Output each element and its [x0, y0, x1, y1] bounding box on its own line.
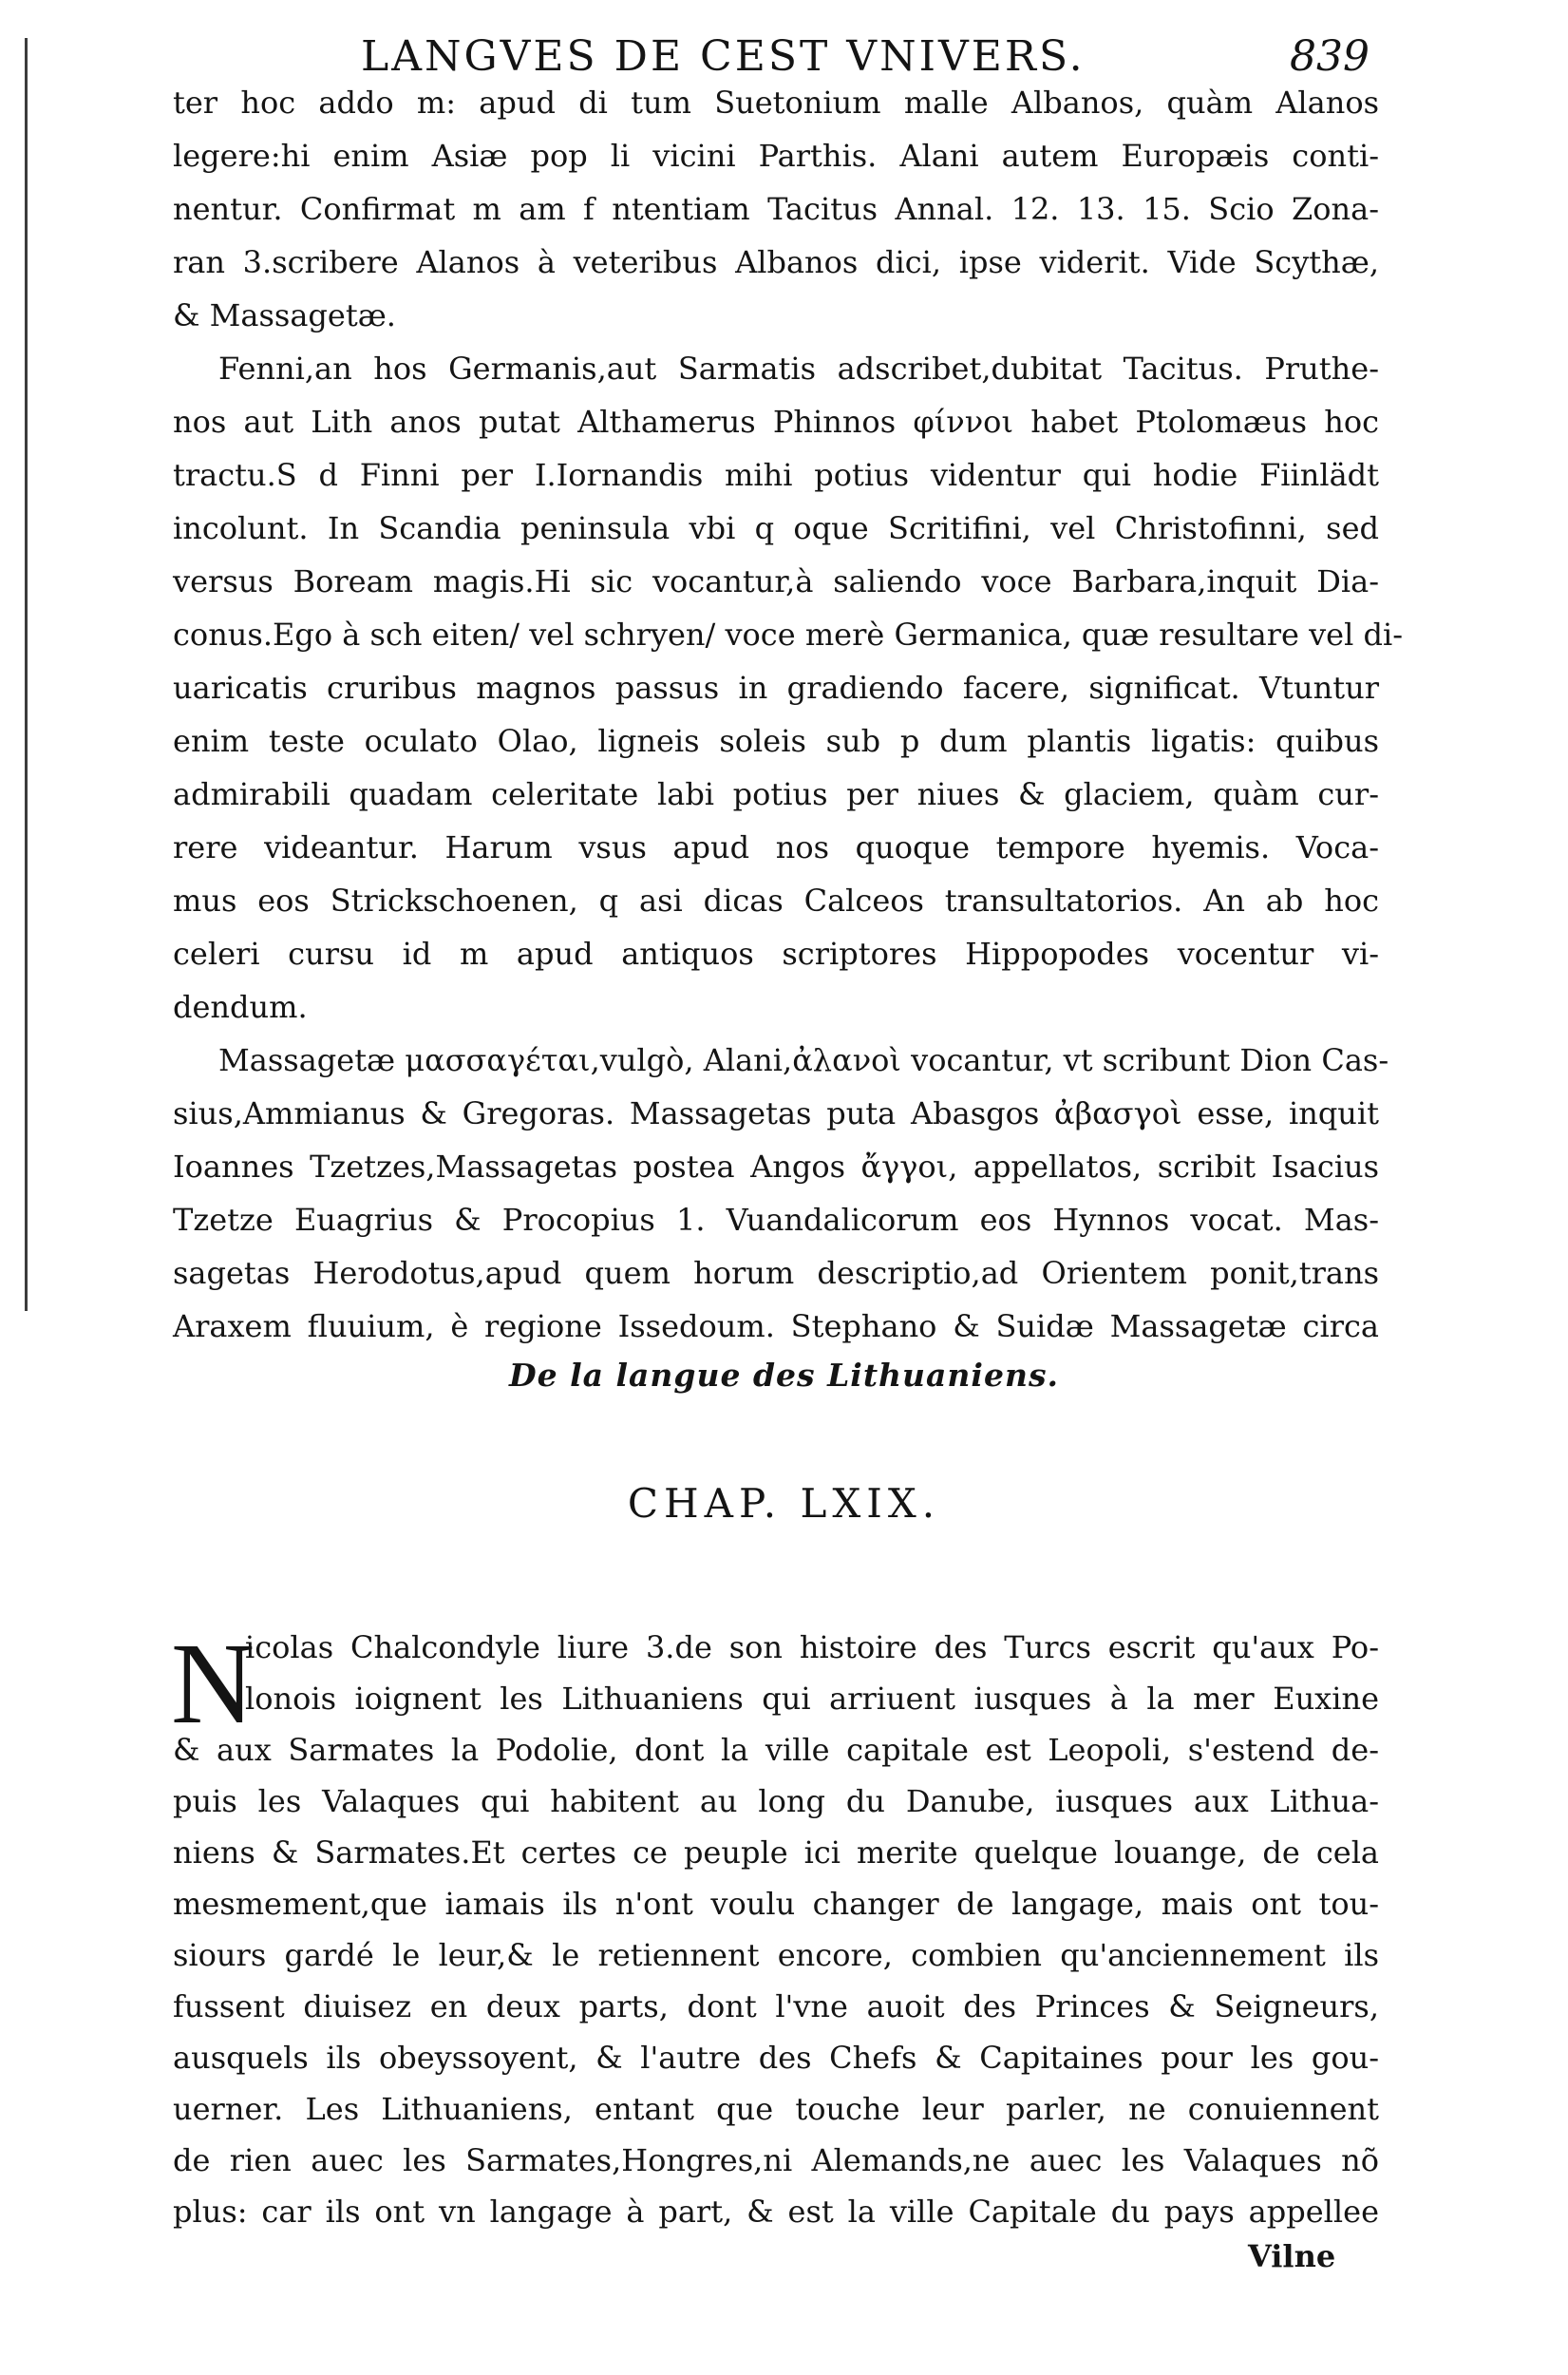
text-line: nentur. Confirmat m am f ntentiam Tacitus Annal. 12. 13. 15. Scio Zona- [173, 191, 1379, 227]
text-line: & aux Sarmates la Podolie, dont la ville capitale est Leopoli, s'estend de- [173, 1732, 1379, 1768]
text-line: fussent diuisez en deux parts, dont l'vne auoit des Princes & Seigneurs, [173, 1988, 1379, 2024]
text-line: siours gardé le leur,& le retiennent encore, combien qu'anciennement ils [173, 1937, 1379, 1973]
text-line: ran 3.scribere Alanos à veteribus Albanos dici, ipse viderit. Vide Scythæ, [173, 244, 1379, 280]
text-line: mus eos Strickschoenen, q asi dicas Calceos transultatorios. An ab hoc [173, 883, 1379, 919]
text-line: Fenni,an hos Germanis,aut Sarmatis adscribet,dubitat Tacitus. Pruthe- [218, 351, 1379, 387]
text-line: Araxem fluuium, è regione Issedoum. Stephano & Suidæ Massagetæ circa [173, 1308, 1379, 1344]
text-line: Massagetæ μασσαγέται,vulgò, Alani,ἀλανοὶ vocantur, vt scribunt Dion Cas- [218, 1042, 1389, 1078]
chapter-heading: CHAP. LXIX. [627, 1480, 941, 1527]
text-line: & Massagetæ. [173, 297, 396, 333]
text-line: lonois ioignent les Lithuaniens qui arriuent iusques à la mer Euxine [245, 1681, 1379, 1717]
text-line: ter hoc addo m: apud di tum Suetonium malle Albanos, quàm Alanos [173, 85, 1379, 121]
text-line: sius,Ammianus & Gregoras. Massagetas puta Abasgos ἀβασγοὶ esse, inquit [173, 1095, 1379, 1131]
text-line: puis les Valaques qui habitent au long du Danube, iusques aux Lithua- [173, 1783, 1379, 1819]
text-line: enim teste oculato Olao, ligneis soleis sub p dum plantis ligatis: quibus [173, 723, 1379, 759]
page-number: 839 [1290, 32, 1370, 81]
text-line: icolas Chalcondyle liure 3.de son histoire des Turcs escrit qu'aux Po- [245, 1629, 1379, 1665]
text-line: Ioannes Tzetzes,Massagetas postea Angos ἄγγοι, appellatos, scribit Isacius [173, 1149, 1379, 1185]
text-line: dendum. [173, 989, 308, 1025]
page-edge-rule [25, 38, 28, 1311]
text-line: nos aut Lith anos putat Althamerus Phinnos φίννοι habet Ptolomæus hoc [173, 404, 1379, 440]
text-line: uaricatis cruribus magnos passus in gradiendo facere, significat. Vtuntur [173, 670, 1379, 706]
text-line: rere videantur. Harum vsus apud nos quoque tempore hyemis. Voca- [173, 829, 1379, 865]
text-line: plus: car ils ont vn langage à part, & est la ville Capitale du pays appellee [173, 2194, 1379, 2230]
text-line: legere:hi enim Asiæ pop li vicini Parthis. Alani autem Europæis conti- [173, 138, 1379, 174]
text-line: ausquels ils obeyssoyent, & l'autre des Chefs & Capitaines pour les gou- [173, 2040, 1379, 2076]
text-line: niens & Sarmates.Et certes ce peuple ici merite quelque louange, de cela [173, 1834, 1379, 1871]
text-line: tractu.S d Finni per I.Iornandis mihi potius videntur qui hodie Fiinlädt [173, 457, 1379, 493]
text-line: Tzetze Euagrius & Procopius 1. Vuandalicorum eos Hynnos vocat. Mas- [173, 1202, 1379, 1238]
running-header [361, 28, 1368, 86]
text-line: celeri cursu id m apud antiquos scriptores Hippopodes vocentur vi- [173, 936, 1379, 972]
text-line: mesmement,que iamais ils n'ont voulu changer de langage, mais ont tou- [173, 1886, 1379, 1922]
text-line: sagetas Herodotus,apud quem horum descriptio,ad Orientem ponit,trans [173, 1255, 1379, 1291]
catchword: Vilne [1248, 2238, 1336, 2274]
text-line: versus Boream magis.Hi sic vocantur,à saliendo voce Barbara,inquit Dia- [173, 563, 1379, 599]
text-line: uerner. Les Lithuaniens, entant que touche leur parler, ne conuiennent [173, 2091, 1379, 2127]
drop-cap: N [171, 1620, 255, 1748]
text-line: incolunt. In Scandia peninsula vbi q oque Scritifini, vel Christofinni, sed [173, 510, 1379, 546]
text-line: admirabili quadam celeritate labi potius per niues & glaciem, quàm cur- [173, 776, 1379, 812]
text-line: de rien auec les Sarmates,Hongres,ni Alemands,ne auec les Valaques nõ [173, 2142, 1379, 2178]
running-title: LANGVES DE CEST VNIVERS. [361, 32, 1086, 81]
text-line: conus.Ego à sch eiten/ vel schryen/ voce merè Germanica, quæ resultare vel di- [173, 617, 1404, 653]
section-title: De la langue des Lithuaniens. [508, 1357, 1060, 1394]
